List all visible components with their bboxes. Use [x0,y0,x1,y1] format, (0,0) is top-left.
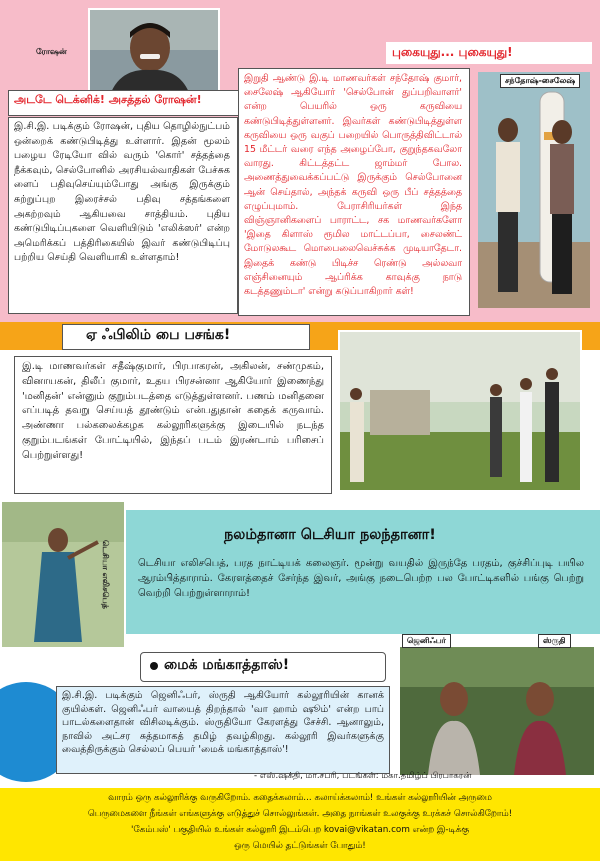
section4-body: டெசியா எலிசபெத், பரத நாட்டியக் கலைஞர். மூன்று வயதில் இருந்தே பரதம், குச்சிப்புடி பயில ஆரம்பித்தாராம். கேரளத்தைச் சேர்ந்த இவர், அங்கு நடைபெற்ற பல போட்டிகளில் பங்கு பெற்று வெற்றி பெற்றுள்ளாராம்! [138,558,584,599]
footer-line-2: பெருமைகளை நீங்கள் எங்களுக்கு எடுத்துச் சொல்லுங்கள். அதை நாங்கள் உலகுக்கு உரக்கச் சொல்கிறோம்! [87,809,513,819]
jennifer-label: ஜெனிஃபர் [402,634,451,648]
roshan-caption: ரோஷன் [36,47,67,56]
shruti-label: ஸ்ருதி [538,634,571,648]
roshan-photo [88,8,220,97]
footer-line-3: 'கேம்பஸ்' பகுதியில் உங்கள் கல்லூரி இடம்பெற kovai@vikatan.com என்ற இ-டிக்கு [131,825,469,835]
santhosh-sailesh-photo [478,72,590,308]
footer-line-1: வாரம் ஒரு கல்லூரிக்கு வருகிறோம். கதைக்கலாம்... கலாய்க்கலாம்! உங்கள் கல்லூரியின் அருமை [108,793,492,803]
section1-body: இ.சி.இ. படிக்கும் ரோஷன், புதிய தொழில்நுட்பம் ஒன்றைக் கண்டுபிடித்து உள்ளார். இதன் மூலம் பழைய ரேடியோ வில் வரும் 'கொர்' சத்தத்தை நீக்கவும், செல்போனில் அரசியல்வாதிகள் பேச்சுக ளைப் பதிவுசெய்யும்போது அங்கு இருக்கும் சுற்றுப்புற இரைச்சல் பதிவு சத்தங்களை அகற்றவும் ஆகியவை சாத்தியம். புதிய கண்டுபிடிப்புகளை வெளியிடும் 'எலிக்ஸர்' என்ற அமெரிக்கப் பத்திரிகையில் இவர் கண்டுபிடிப்பு பற்றிய செய்தி வெளியாகி உள்ளதாம்! [14,121,230,264]
section2-title: புகையுது... புகையுது! [392,45,513,59]
footer-line-4: ஒரு மெயில் தட்டுங்கள் போதும்! [234,841,366,851]
section5-body: இ.சி.இ. படிக்கும் ஜெனிஃபர், ஸ்ருதி ஆகியோர் கல்லூரியின் கானக் குயில்கள். ஜெனிஃபர் வாயைத் திறந்தால் 'வா ஹாம் ஷூம்' என்ற பாப் பாடல்களைதான் விசிலடிக்கும். ஸ்ருதியோ கேரளத்து சேச்சி. ஆனாலும், நாவில் அட்சர சுத்தமாகத் தமிழ் தவழ்கிறது. கல்லூரி இவர்களுக்கு வைத்திருக்கும் செல்லப் பெயர் 'மைக் மங்காத்தாஸ்'! [62,690,384,756]
short-film-photo [338,330,582,492]
section2-body: இறுதி ஆண்டு இ.டி மாணவர்கள் சந்தோஷ் குமார், சைலேஷ் ஆகியோர் 'செல்போன் துப்பறிவாளர்' என்ற பெயரில் ஒரு கருவியை கண்டுபிடித்துள்ளனர். இவர்கள் கண்டுபிடித்துள்ள கருவியை ஒரு வகுப் பறையில் பொருத்திவிட்டால் 15 மீட்டர் வரை எந்த அழைப்போ, குறுந்தகவலோ வாரது. கிட்டத்தட்ட ஜாம்மர் போல. அணைத்துவைக்கப்பட்டு இருக்கும் செல்போனை ஆன் செய்தால், அந்தக் கருவி ஒரு பீப் சத்தத்தை எழுப்புமாம். பேராசிரியர்கள் இந்த விஞ்ஞானிகளைப் பாராட்ட, சக மாணவர்களோ 'இதை கிளாஸ் ரூமில மாட்டப்பா, சைலண்ட் மோடுலகூட மொபைலைவெச்சுக்க முடியாதேடா. இதைக் கண்டு பிடிச்ச ரெண்டு அல்லவா எஞ்சினையும் ஆப்ரிக்க காவுக்கு நாடு கடத்தணும்டா' என்று கடுப்பாகிறார் கள்! [244,73,462,298]
section3-title: ஏ ஃபிலிம் பை பசங்க! [86,327,231,343]
section5-credits: - எஸ்.ஷக்தி, மா.சபரி, படங்கள்: மகா.தமிழ்ப் பிரபாகரன் [254,771,472,781]
section1-title: அடடே டெக்னிக்! அசத்தல் ரோஷன்! [14,93,202,106]
santhosh-sailesh-caption: சந்தோஷ்-சைலேஷ் [500,74,580,88]
tesia-caption: டெசியா எலிசபெத் [101,540,110,609]
section5-title-dot [150,662,158,670]
section3-body: இ.டி மாணவர்கள் சதீஷ்குமார், பிரபாகரன், அகிலன், சண்முகம், வினாயகன், திலீப் குமார், உதய பிரசன்னா ஆகியோர் இணைந்து 'மனிதன்' என்னும் குறும்படத்தை எடுத்துள்ளனர். பணம் மனிதனை எப்படித் தவறு செய்யத் தூண்டும் என்பதுதான் கதைக் கருவாம். அண்ணா பல்கலைக்கழக கல்லூரிகளுக்கு இடையில் நடந்த குறும்படங்கள் போட்டியில், இந்தப் படம் இரண்டாம் பரிசைப் பெற்றுள்ளது! [22,361,324,461]
section5-title: மைக் மங்காத்தாஸ்! [164,657,290,673]
jennifer-shruti-photo [398,645,596,777]
section4-title: நலம்தானா டெசியா நலந்தானா! [224,527,436,543]
